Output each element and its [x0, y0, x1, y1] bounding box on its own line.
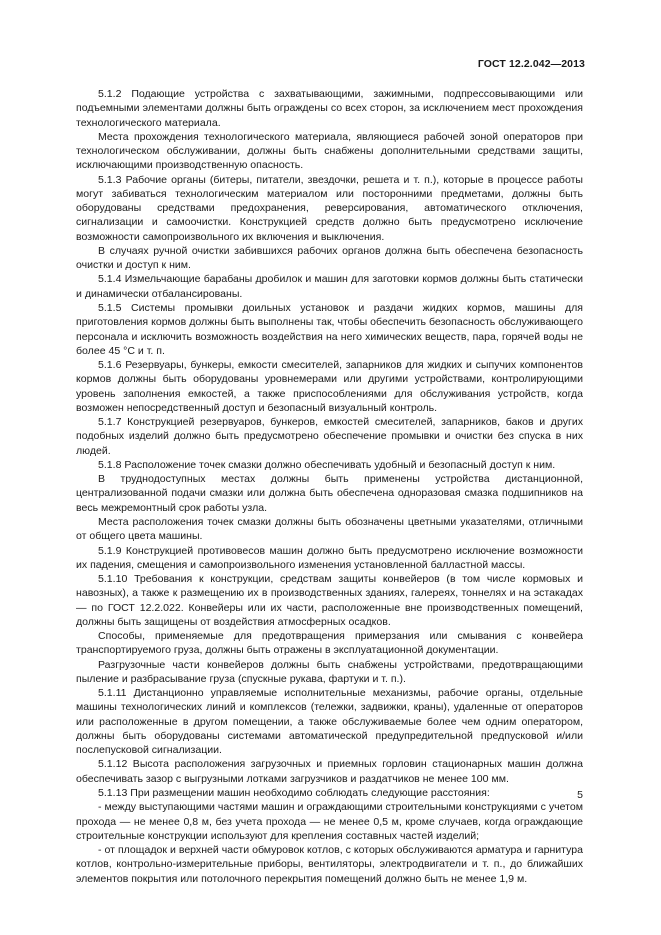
paragraph-5-1-13: 5.1.13 При размещении машин необходимо соблюдать следующие расстояния:	[98, 787, 490, 800]
paragraph-5-1-6: 5.1.6 Резервуары, бункеры, емкости смесителей, запарников для жидких и сыпучих компонентов кормов должны быть оборудованы уровнемерами или другими устройствами, контролирующими уровень заполнения емкостей, а также приспособлениями для обслуживания устройств, когда возможен непосредственный доступ и безопасный визуальный контроль.	[76, 359, 583, 414]
paragraph: В случаях ручной очистки забившихся рабочих органов должна быть обеспечена безопасность очистки и доступ к ним.	[76, 244, 583, 272]
paragraph: Места расположения точек смазки должны быть обозначены цветными указателями, отличными от общего цвета машины.	[76, 515, 583, 543]
paragraph: Способы, применяемые для предотвращения примерзания или смывания с конвейера транспортируемого груза, должны быть отражены в эксплуатационной документации.	[76, 630, 583, 657]
paragraph: Места прохождения технологического материала, являющиеся рабочей зоной операторов при технологическом обслуживании, должны быть снабжены дополнительными средствами защиты, исключающими производственную опасность.	[76, 130, 583, 172]
paragraph: Разгрузочные части конвейеров должны быть снабжены устройствами, предотвращающими пыление и разбрасывание груза (спускные рукава, фартуки и т. п.).	[76, 658, 583, 685]
paragraph-5-1-10: 5.1.10 Требования к конструкции, средствам защиты конвейеров (в том числе кормовых и навозных), а также к размещению их в производственных зданиях, галереях, тоннелях и на эстакадах — по ГОСТ 12.2.022. Конвейеры или их части, расположенные вне производственных помещений, должны быть защищены от воздействия атмосферных осадков.	[76, 573, 583, 628]
paragraph-5-1-9: 5.1.9 Конструкцией противовесов машин должно быть предусмотрено исключение возможности их падения, смещения и самопроизвольного изменения установленной балластной массы.	[76, 544, 583, 571]
paragraph-5-1-11: 5.1.11 Дистанционно управляемые исполнительные механизмы, рабочие органы, отдельные машины технологических линий и комплексов (тележки, задвижки, краны), удаленные от операторов или расположенные в другом помещении, а также обслуживаемые более чем одним оператором, должны быть оборудованы системами автоматической предупредительной предпусковой и/или послепусковой сигнализации.	[76, 687, 583, 757]
paragraph-5-1-8: 5.1.8 Расположение точек смазки должно обеспечивать удобный и безопасный доступ к ним.	[98, 458, 556, 471]
paragraph: В труднодоступных местах должны быть применены устройства дистанционной, централизованной подачи смазки или должна быть обеспечена одноразовая смазка подшипников на весь межремонтный срок работы узла.	[76, 473, 583, 514]
paragraph-5-1-7: 5.1.7 Конструкцией резервуаров, бункеров, емкостей смесителей, запарников, баков и других подобных изделий должно быть предусмотрено обеспечение промывки и очистки без спуска в них людей.	[76, 416, 583, 457]
page-number: 5	[577, 789, 583, 801]
paragraph-5-1-4: 5.1.4 Измельчающие барабаны дробилок и машин для заготовки кормов должны быть статически и динамически отбалансированы.	[76, 273, 583, 300]
list-item: - от площадок и верхней части обмуровок котлов, с которых обслуживаются арматура и гарнитура котлов, контрольно-измерительные приборы, вентиляторы, электродвигатели и т. п., до ближайших элементов покрытия или потолочного перекрытия помещений должно быть не менее 1,9 м.	[76, 844, 583, 885]
paragraph-5-1-12: 5.1.12 Высота расположения загрузочных и приемных горловин стационарных машин должна обеспечивать зазор с выгрузными лотками загрузчиков и раздатчиков не менее 100 мм.	[76, 758, 583, 785]
document-body	[76, 87, 583, 886]
list-item: - между выступающими частями машин и ограждающими строительными конструкциями с учетом прохода — не менее 0,8 м, без учета прохода — не менее 0,5 м, кроме случаев, когда ограждающие строительные конструкции используют для крепления составных частей изделий;	[76, 801, 583, 842]
document-code-header: ГОСТ 12.2.042—2013	[477, 58, 585, 70]
paragraph-5-1-3: 5.1.3 Рабочие органы (битеры, питатели, звездочки, решета и т. п.), которые в процессе работы могут забиваться технологическим материалом или посторонними предметами, должны быть оборудованы средствами предохранения, реверсирования, автоматического отключения, сигнализации и самоочистки. Конструкцией средств должно быть предусмотрено исключение возможности самопроизвольного их включения и выключения.	[76, 173, 583, 243]
paragraph-5-1-2: 5.1.2 Подающие устройства с захватывающими, зажимными, подпрессовывающими или подъемными элементами должны быть ограждены со всех сторон, за исключением мест прохождения технологического материала.	[76, 88, 583, 129]
paragraph-5-1-5: 5.1.5 Системы промывки доильных установок и раздачи жидких кормов, машины для приготовления кормов должны быть выполнены так, чтобы обеспечить безопасность обслуживающего персонала и исключить возможность воздействия на него химических веществ, пара, горячей воды не более 45 °С и т. п.	[76, 301, 583, 357]
